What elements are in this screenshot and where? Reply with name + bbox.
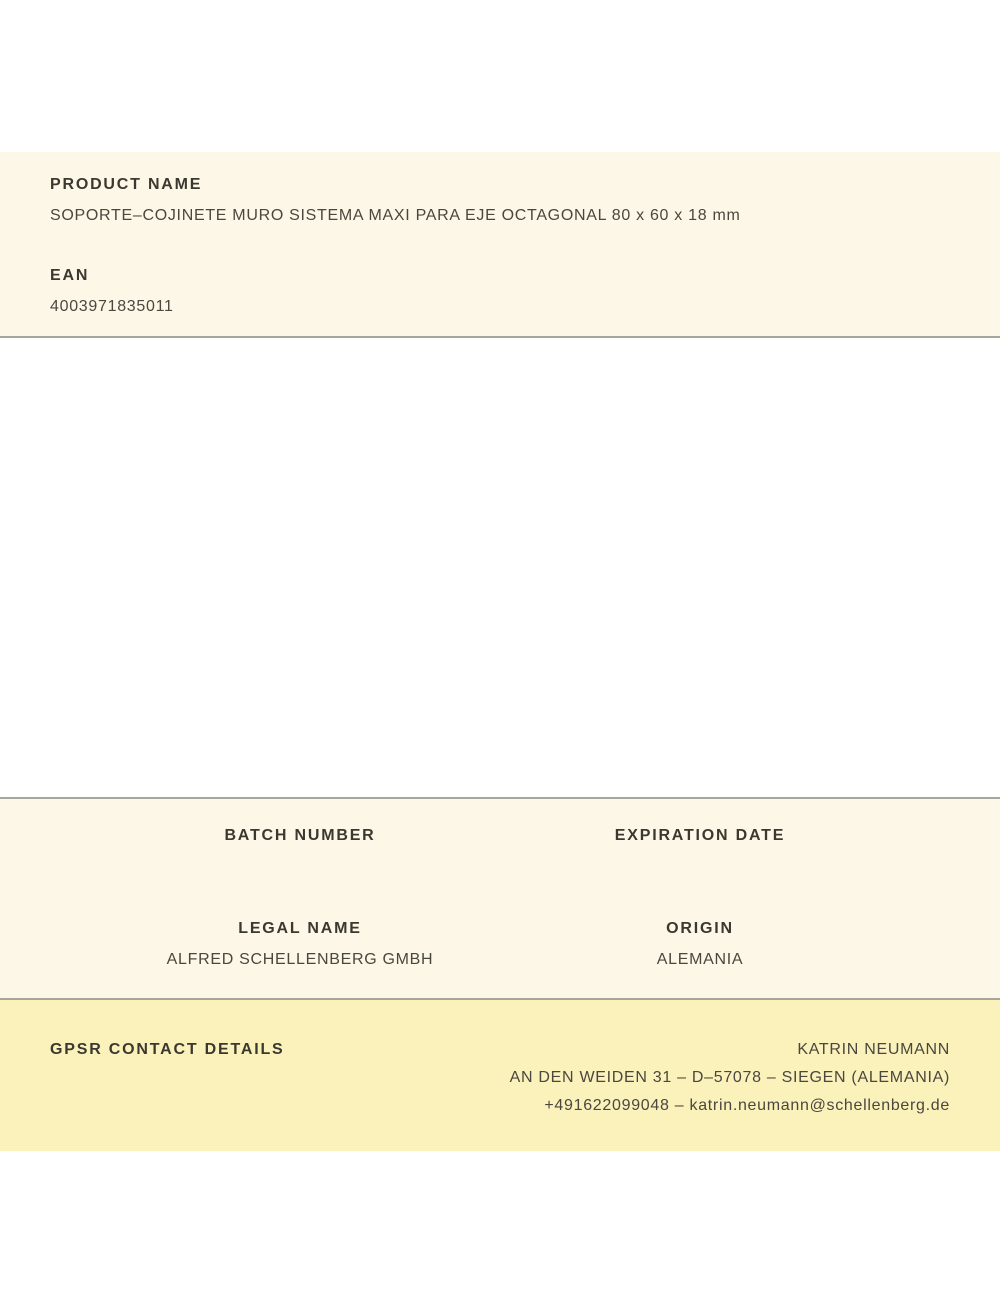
- expiration-date-cell: [500, 827, 900, 876]
- ean-label: EAN: [50, 267, 90, 284]
- product-name-label: PRODUCT NAME: [50, 176, 203, 193]
- origin-label: ORIGIN: [666, 920, 734, 937]
- middle-whitespace: [0, 338, 1000, 797]
- legal-name-label: LEGAL NAME: [238, 920, 362, 937]
- gpsr-contact-block: [510, 1041, 950, 1115]
- contact-name: KATRIN NEUMANN: [797, 1041, 950, 1058]
- ean-value: 4003971835011: [50, 298, 174, 315]
- batch-number-cell: [100, 827, 500, 876]
- ean-field: [50, 267, 950, 316]
- origin-cell: [500, 920, 900, 969]
- legal-name-cell: [100, 920, 500, 969]
- gpsr-section: [0, 1000, 1000, 1151]
- contact-address: AN DEN WEIDEN 31 – D–57078 – SIEGEN (ALEMANIA): [509, 1069, 950, 1086]
- origin-value: ALEMANIA: [656, 951, 744, 968]
- batch-number-value: [100, 858, 500, 876]
- legal-name-value: ALFRED SCHELLENBERG GMBH: [166, 951, 434, 968]
- batch-grid: [100, 827, 900, 969]
- product-section: [0, 152, 1000, 338]
- contact-phone-email: +491622099048 – katrin.neumann@schellenberg.de: [544, 1097, 950, 1114]
- batch-number-label: BATCH NUMBER: [224, 827, 376, 844]
- product-name-field: [50, 176, 950, 225]
- top-whitespace: [0, 0, 1000, 152]
- expiration-date-label: EXPIRATION DATE: [614, 827, 786, 844]
- batch-section: [0, 797, 1000, 1000]
- product-name-value: SOPORTE–COJINETE MURO SISTEMA MAXI PARA EJE OCTAGONAL 80 x 60 x 18 mm: [50, 207, 741, 224]
- gpsr-contact-details-label: GPSR CONTACT DETAILS: [50, 1041, 285, 1058]
- expiration-date-value: [500, 858, 900, 876]
